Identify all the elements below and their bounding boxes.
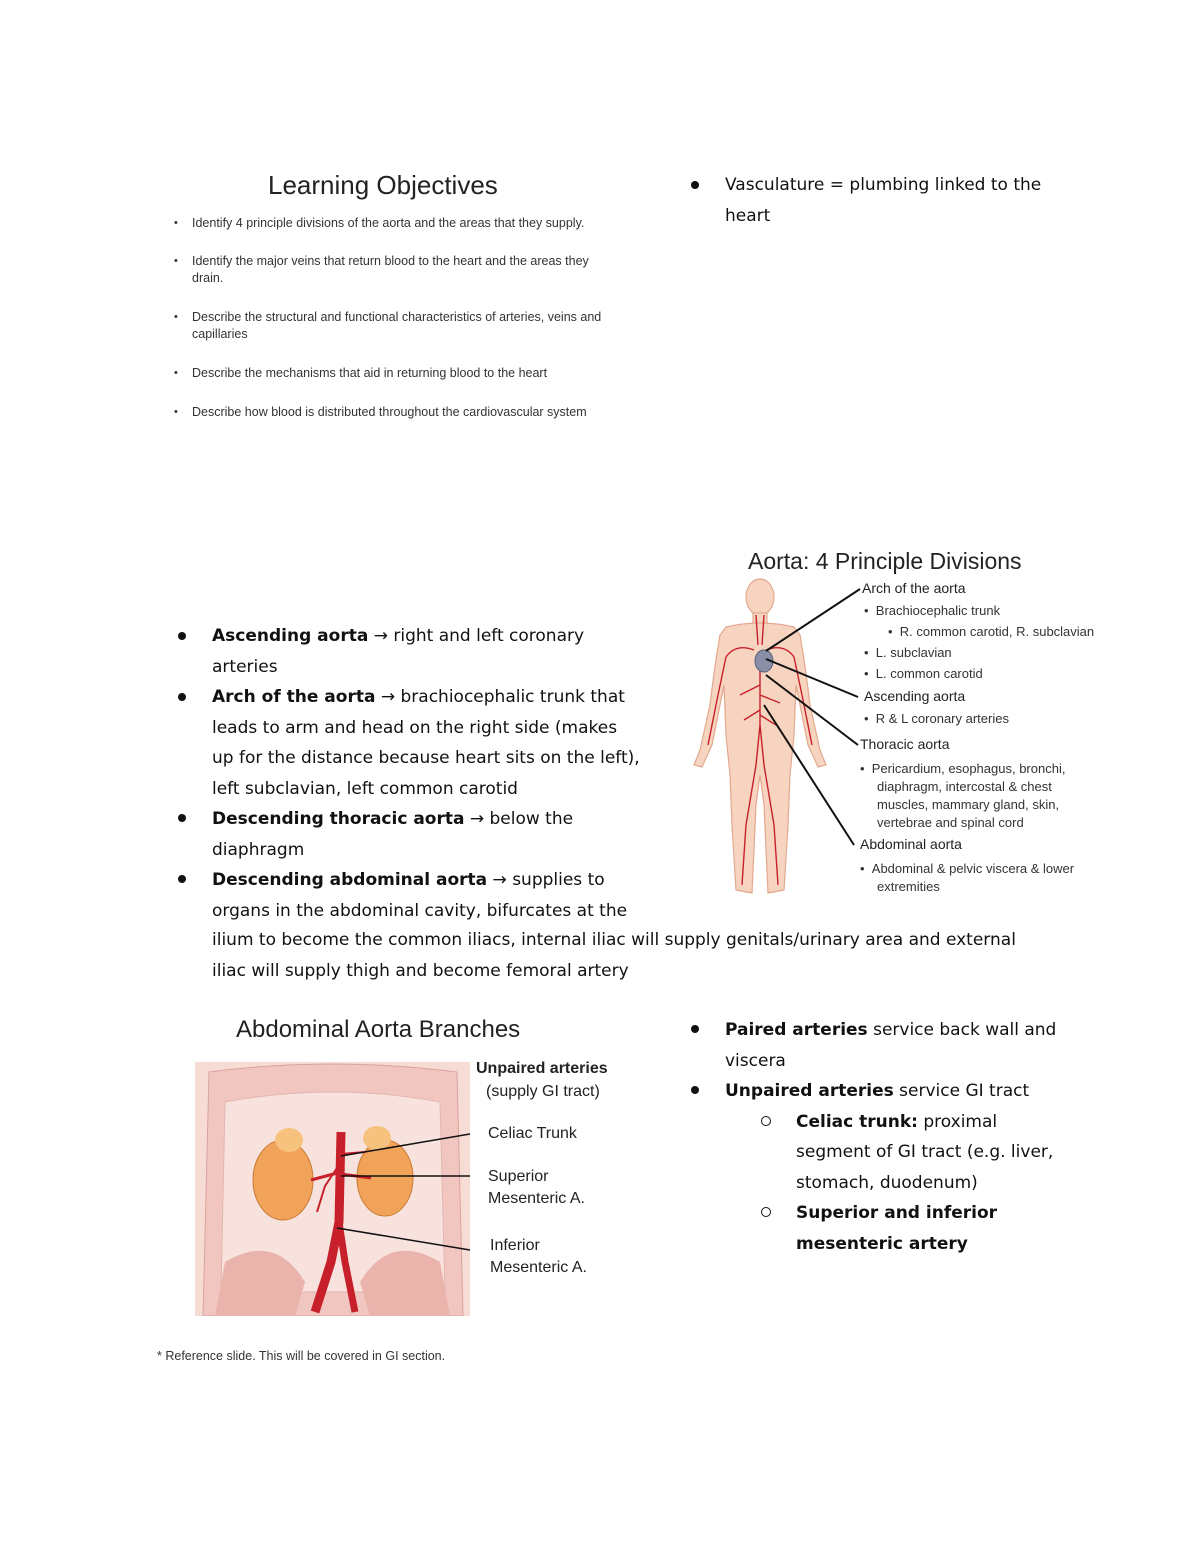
note-vasculature <box>725 170 1041 231</box>
label-inferior-mesenteric <box>490 1235 587 1279</box>
note-line: diaphragm <box>212 839 305 860</box>
sub-text: diaphragm, intercostal & chest <box>877 779 1052 794</box>
note-line: Vasculature = plumbing linked to the <box>725 175 1042 195</box>
label-line: Mesenteric A. <box>488 1190 585 1207</box>
sub-text: Abdominal & pelvic viscera & lower <box>871 861 1075 876</box>
sub-brachiocephalic: • Brachiocephalic trunk <box>864 603 1001 618</box>
sub-r-carotid: • R. common carotid, R. subclavian <box>888 624 1095 639</box>
label-unpaired-arteries: Unpaired arteries <box>476 1060 608 1077</box>
note-text: → right and left coronary <box>368 626 585 646</box>
left-kidney <box>253 1140 313 1220</box>
objective-item: • Describe the mechanisms that aid in returning blood to the heart <box>172 365 612 382</box>
note-line: heart <box>725 205 771 226</box>
objective-item: • Describe how blood is distributed throughout the cardiovascular system <box>172 404 612 421</box>
abdominal-slide-title: Abdominal Aorta Branches <box>236 1016 521 1043</box>
aorta-notes-wrap <box>212 925 1072 986</box>
learning-objectives-title: Learning Objectives <box>268 170 498 200</box>
sub-text: muscles, mammary gland, skin, <box>877 797 1060 812</box>
sub-text: L. subclavian <box>875 645 952 660</box>
note-line: iliac will supply thigh and become femoral artery <box>212 960 629 981</box>
bullet-dot <box>178 814 186 822</box>
sub-l-carotid: • L. common carotid <box>864 666 983 681</box>
sub-text: Brachiocephalic trunk <box>875 603 1001 618</box>
note-text: service GI tract <box>893 1081 1030 1101</box>
sub-text: R & L coronary arteries <box>875 711 1009 726</box>
label-unpaired-sub: (supply GI tract) <box>486 1083 600 1100</box>
note-text: → below the <box>464 809 574 829</box>
note-text: → supplies to <box>487 870 605 890</box>
learning-objectives-list <box>172 215 612 443</box>
note-line: viscera <box>725 1050 786 1071</box>
label-superior-mesenteric <box>488 1166 585 1210</box>
note-line: arteries <box>212 656 278 677</box>
objective-item: • Identify 4 principle divisions of the aorta and the areas that they supply. <box>172 215 612 232</box>
objective-item: • Identify the major veins that return blood to the heart and the areas they drain. <box>172 253 612 287</box>
bullet-dot <box>178 875 186 883</box>
note-line: ilium to become the common iliacs, internal iliac will supply genitals/urinary area and external <box>212 930 1016 950</box>
sub-coronary: • R & L coronary arteries <box>864 711 1009 726</box>
abdominal-illustration <box>195 1062 470 1316</box>
sub-abdominal: • Abdominal & pelvic viscera & lower extremities <box>860 861 1075 894</box>
adrenal-gland-left <box>275 1128 303 1152</box>
bullet-dot <box>691 181 699 189</box>
artery-notes <box>725 1015 1056 1259</box>
note-bold: Descending abdominal aorta <box>212 870 488 890</box>
note-bold: Ascending aorta <box>212 626 369 646</box>
label-line: Inferior <box>490 1237 540 1254</box>
note-bold: Descending thoracic aorta <box>212 809 465 829</box>
note-line: leads to arm and head on the right side (makes <box>212 717 618 738</box>
sub-text: extremities <box>877 879 940 894</box>
label-arch-of-aorta: Arch of the aorta <box>862 580 966 596</box>
note-text: → brachiocephalic trunk that <box>375 687 625 707</box>
note-line: organs in the abdominal cavity, bifurcates at the <box>212 900 628 921</box>
sub-thoracic: • Pericardium, esophagus, bronchi, diaphragm, intercostal & chest muscles, mammary gland, skin, vertebrae and spinal cord <box>860 761 1066 830</box>
aorta-slide-title: Aorta: 4 Principle Divisions <box>748 548 1022 574</box>
bullet-dot <box>178 632 186 640</box>
body-silhouette <box>694 579 826 893</box>
note-bold: Unpaired arteries <box>725 1081 894 1101</box>
label-ascending-aorta: Ascending aorta <box>864 688 966 704</box>
note-bold: mesenteric artery <box>796 1233 968 1254</box>
sub-text: vertebrae and spinal cord <box>877 815 1024 830</box>
adrenal-gland-right <box>363 1126 391 1150</box>
sub-l-subclavian: • L. subclavian <box>864 645 952 660</box>
note-bold: Superior and inferior <box>796 1203 998 1223</box>
bullet-dot <box>691 1086 699 1094</box>
sub-text: L. common carotid <box>875 666 983 681</box>
note-bold: Celiac trunk: <box>796 1111 918 1132</box>
note-text: proximal <box>917 1111 998 1132</box>
note-bold: Arch of the aorta <box>212 687 376 707</box>
note-text: service back wall and <box>867 1020 1057 1040</box>
note-line: left subclavian, left common carotid <box>212 778 518 799</box>
reference-footnote: * Reference slide. This will be covered in GI section. <box>157 1349 446 1363</box>
objective-item: • Describe the structural and functional characteristics of arteries, veins and capillaries <box>172 309 612 343</box>
note-line: stomach, duodenum) <box>796 1172 978 1193</box>
sub-text: R. common carotid, R. subclavian <box>899 624 1095 639</box>
bullet-dot <box>691 1025 699 1033</box>
note-line: segment of GI tract (e.g. liver, <box>796 1142 1054 1162</box>
label-celiac-trunk: Celiac Trunk <box>488 1125 577 1142</box>
bullet-dot <box>178 693 186 701</box>
note-bold: Paired arteries <box>725 1020 868 1040</box>
sub-text: Pericardium, esophagus, bronchi, <box>871 761 1066 776</box>
label-thoracic-aorta: Thoracic aorta <box>860 736 950 752</box>
label-abdominal-aorta: Abdominal aorta <box>860 836 962 852</box>
label-line: Mesenteric A. <box>490 1259 587 1276</box>
note-line: up for the distance because heart sits on the left), <box>212 748 640 768</box>
label-line: Superior <box>488 1168 549 1185</box>
